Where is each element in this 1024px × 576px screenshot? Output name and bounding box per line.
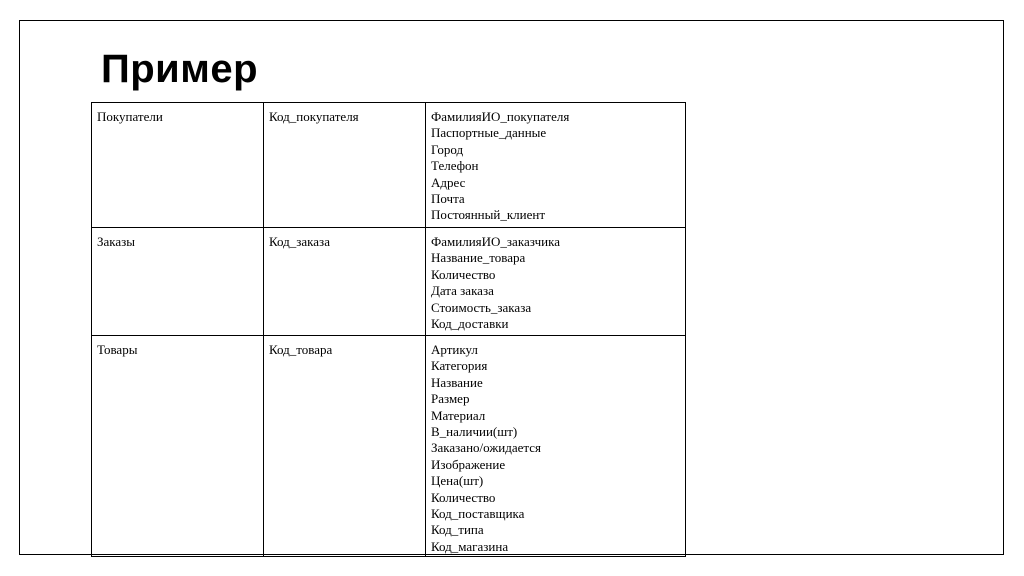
- attribute-item: Почта: [431, 191, 465, 207]
- attribute-item: Название: [431, 374, 483, 390]
- attribute-item: ФамилияИО_заказчика: [431, 234, 560, 249]
- entity-cell: Заказы: [92, 228, 264, 336]
- attribute-item: Заказано/ожидается: [431, 440, 542, 456]
- entity-cell: Товары: [92, 336, 264, 557]
- table-row-goods: [92, 336, 686, 557]
- table-row-customers: [92, 103, 686, 228]
- attribute-item: Изображение: [431, 456, 506, 472]
- attribute-item: Адрес: [431, 174, 466, 190]
- attribute-item: Материал: [431, 407, 486, 423]
- attribute-item: ФамилияИО_покупателя: [431, 109, 570, 124]
- attribute-item: Название_товара: [431, 250, 526, 266]
- attribute-item: В_наличии(шт): [431, 424, 518, 440]
- attribute-item: Код_поставщика: [431, 506, 525, 522]
- attribute-item: Количество: [431, 266, 496, 282]
- attribute-item: Цена(шт): [431, 473, 484, 489]
- attribute-item: Телефон: [431, 158, 479, 174]
- attribute-item: Код_магазина: [431, 538, 509, 554]
- attribute-item: Город: [431, 141, 464, 157]
- attribute-item: Паспортные_данные: [431, 125, 547, 141]
- attribute-item: Артикул: [431, 342, 478, 357]
- attribute-item: Размер: [431, 391, 470, 407]
- table-row-orders: [92, 228, 686, 336]
- key-cell: Код_товара: [264, 336, 426, 557]
- attribute-item: Количество: [431, 489, 496, 505]
- attributes-cell: [426, 228, 686, 336]
- attributes-cell: [426, 336, 686, 557]
- key-cell: Код_покупателя: [264, 103, 426, 228]
- entity-cell: Покупатели: [92, 103, 264, 228]
- attribute-item: Стоимость_заказа: [431, 299, 532, 315]
- attribute-item: Код_типа: [431, 522, 484, 538]
- key-cell: Код_заказа: [264, 228, 426, 336]
- attribute-item: Код_доставки: [431, 316, 509, 332]
- slide-title: Пример: [101, 47, 259, 91]
- attribute-item: Категория: [431, 358, 488, 374]
- attributes-cell: [426, 103, 686, 228]
- attribute-item: Дата заказа: [431, 283, 494, 299]
- entities-table: [91, 102, 686, 557]
- attribute-item: Постоянный_клиент: [431, 207, 545, 223]
